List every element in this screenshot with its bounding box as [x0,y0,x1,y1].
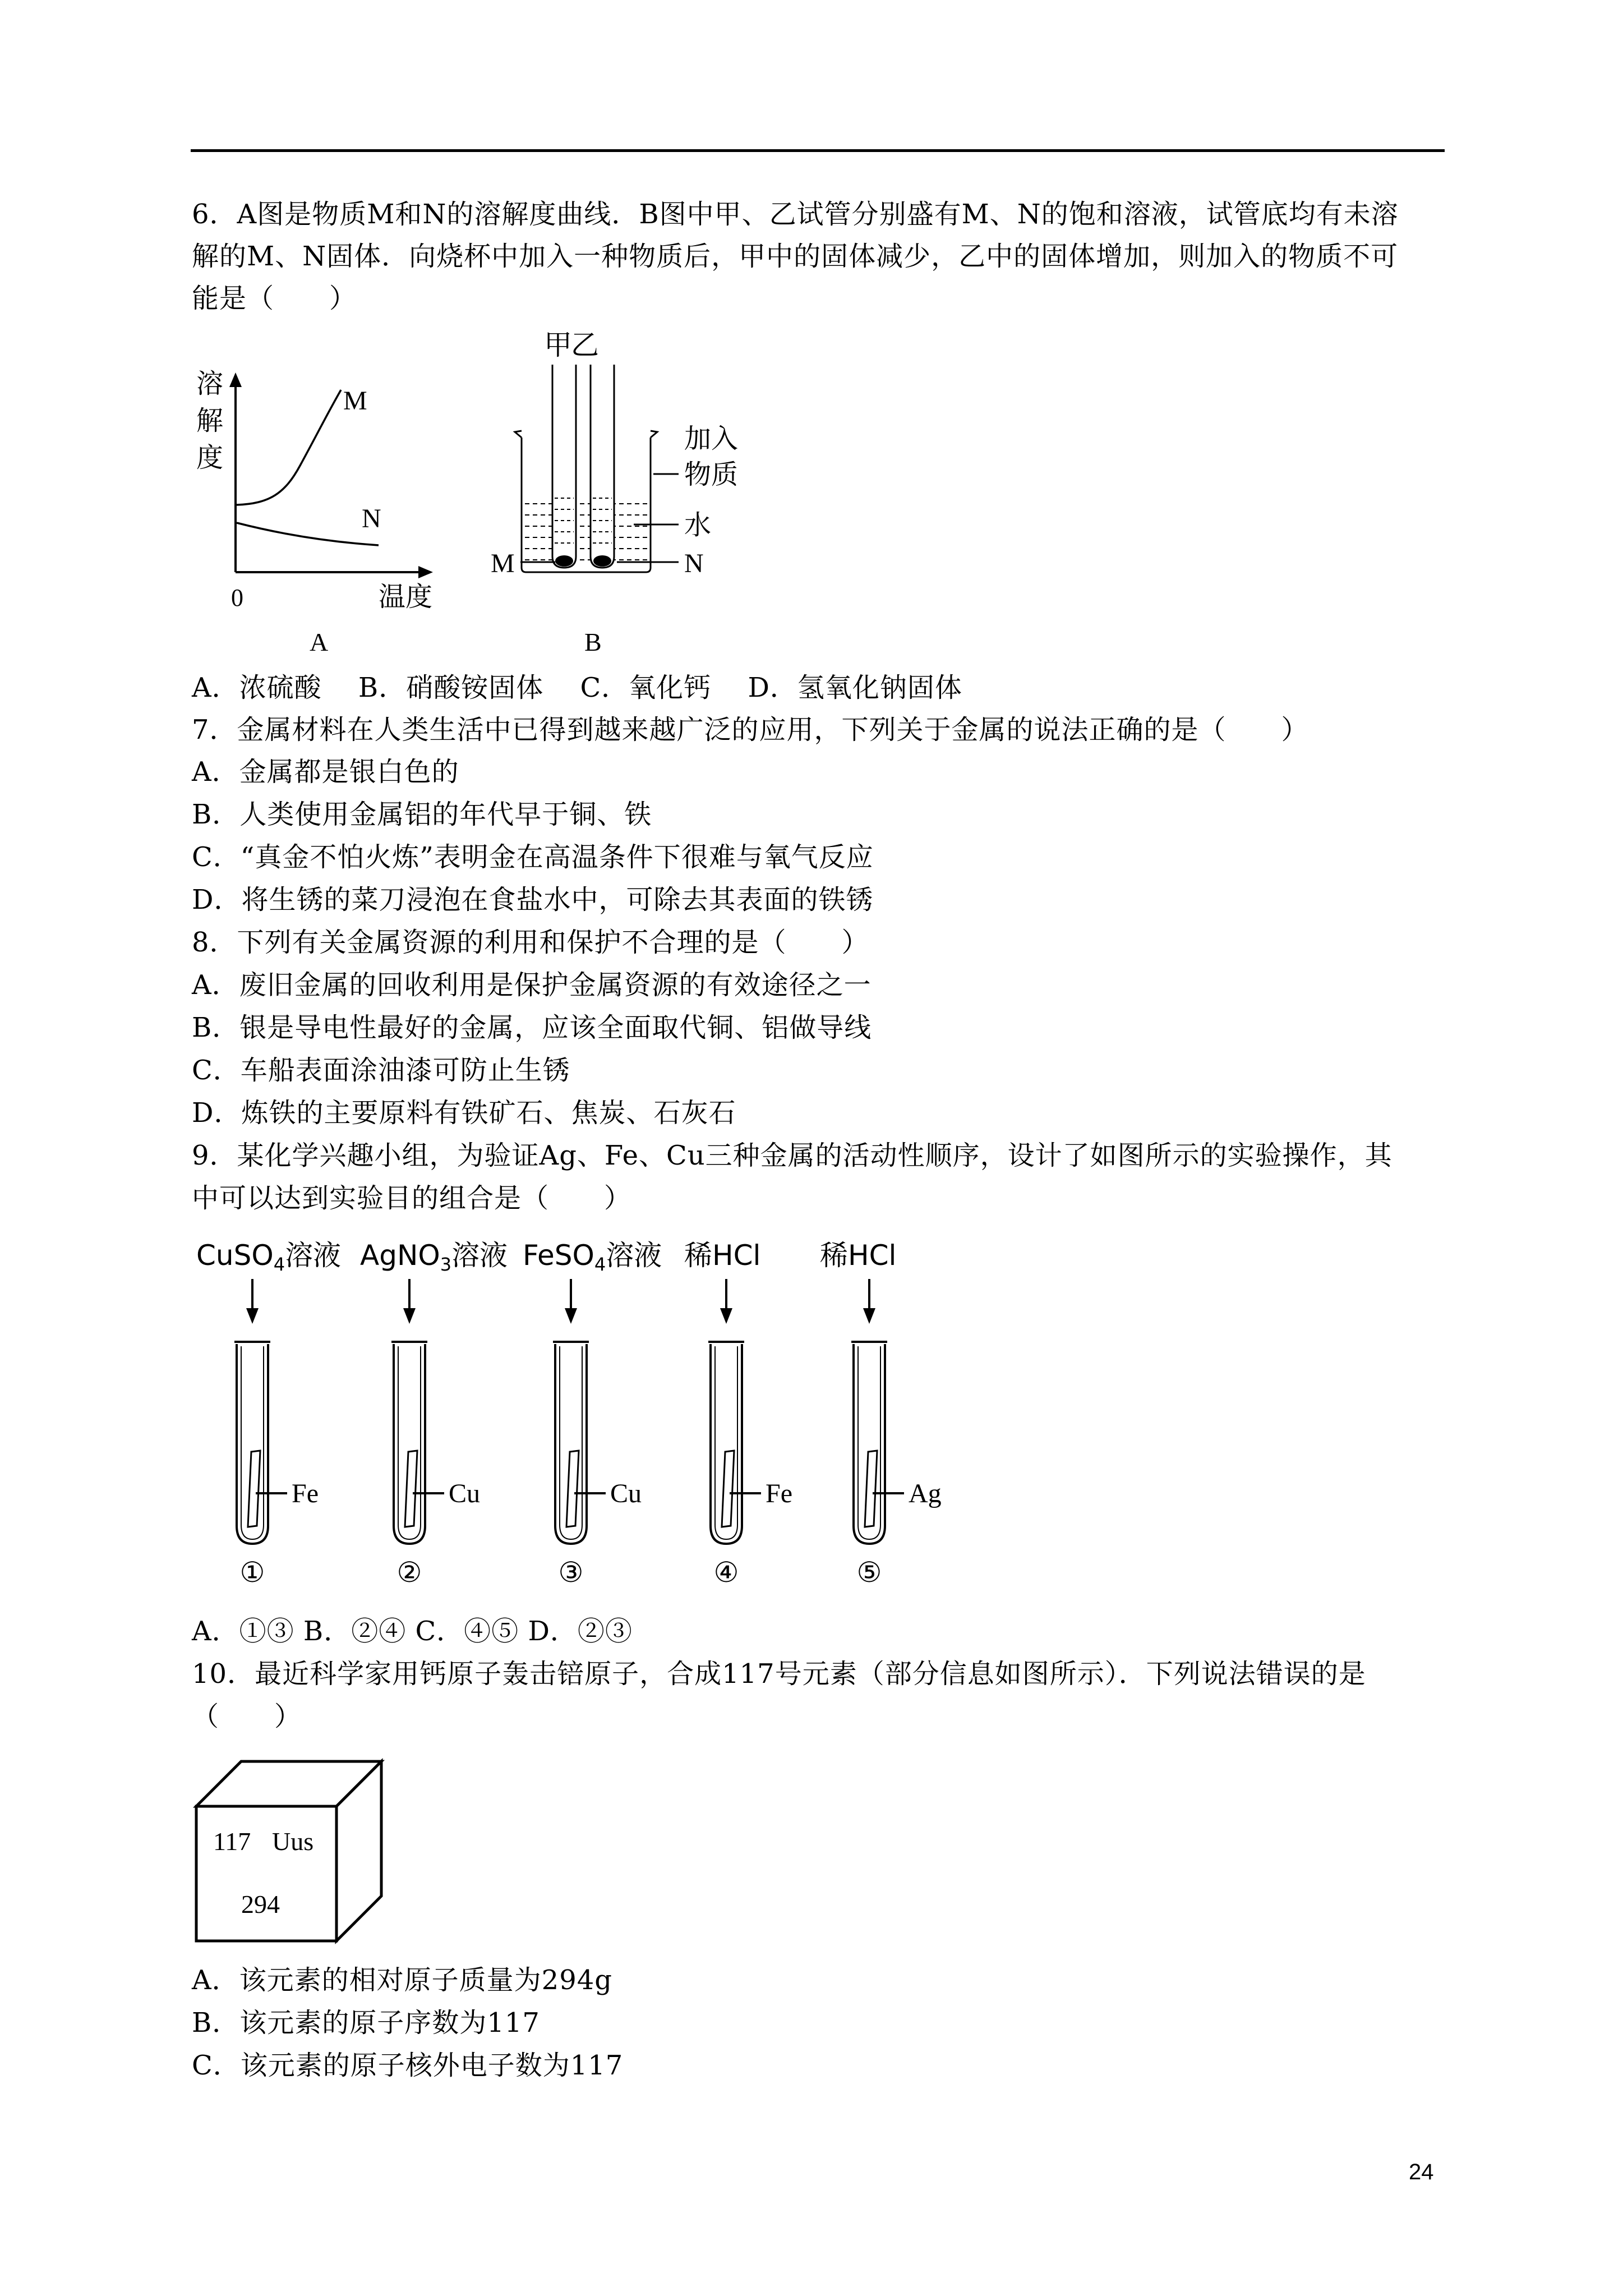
tube-5 [820,1239,896,1272]
tube-4 [684,1239,760,1272]
test-tube-jia [552,365,576,568]
beaker-setup [491,329,738,656]
curve-n [237,523,379,545]
metal-strip [248,1451,260,1527]
figure-b-caption: B [584,628,602,656]
tube-4-reagent [684,1239,760,1272]
q8-option-c: C．车船表面涂油漆可防止生锈 [192,1055,570,1086]
test-tube-2-drawing [391,1279,480,1589]
q6-options: A．浓硫酸 B．硝酸铵固体 C．氧化钙 D．氢氧化钠固体 [192,672,962,703]
reagent-arrow-head [565,1308,577,1324]
q8-stem: 8．下列有关金属资源的利用和保护不合理的是（ ） [192,927,869,958]
tube-jia-label: 甲 [544,329,572,361]
solid-m-label: M [491,549,515,578]
q7-option-b: B．人类使用金属铝的年代早于铜、铁 [192,799,652,830]
q6-stem-line-1: 6．A图是物质M和N的溶解度曲线．B图中甲、乙试管分别盛有M、N的饱和溶液，试管底均有未溶 [192,199,1399,230]
q6-stem-line-2: 解的M、N固体．向烧杯中加入一种物质后，甲中的固体减少，乙中的固体增加，则加入的物质不可 [192,241,1399,272]
q8-option-d: D．炼铁的主要原料有铁矿石、焦炭、石灰石 [192,1097,736,1129]
test-tube-1-drawing [234,1279,319,1589]
added-substance-label-2: 物质 [684,459,739,490]
water-label: 水 [684,509,712,541]
beaker-lip-right [651,431,657,438]
test-tube-5-drawing [851,1279,942,1589]
atomic-number: 117 [213,1827,251,1856]
test-tube-yi [591,365,614,568]
atomic-mass: 294 [241,1890,280,1918]
metal-label: Fe [292,1479,319,1508]
test-tube-4-drawing [708,1279,792,1589]
q10-option-b: B．该元素的原子序数为117 [192,2007,540,2039]
added-substance-label-1: 加入 [684,423,739,454]
y-label-char-3: 度 [196,442,224,473]
tube-number: ② [396,1556,422,1589]
q9-stem-line-2: 中可以达到实验目的组合是（ ） [192,1182,632,1214]
q8-option-b: B．银是导电性最好的金属，应该全面取代铜、铝做导线 [192,1012,872,1043]
solid-n [593,555,611,567]
reagent-arrow-head [720,1308,732,1324]
metal-strip [722,1451,734,1527]
solubility-chart [196,368,433,656]
tube-5-reagent [820,1239,896,1272]
reagent-arrow-head [863,1308,875,1324]
tube-1-reagent-main: CuSO [196,1239,274,1272]
tube-5-reagent-main: 稀HCl [820,1239,897,1272]
q7-option-c: C．“真金不怕火炼”表明金在高温条件下很难与氧气反应 [192,841,874,873]
q7-option-a: A．金属都是银白色的 [192,756,459,788]
q9-figure [191,1234,987,1593]
beaker [522,438,651,572]
metal-strip [566,1451,579,1527]
header-rule [191,149,1445,152]
water-hatching [525,504,647,560]
tube-3-reagent [523,1239,662,1275]
figure-a-caption: A [310,628,329,656]
solid-n-label: N [684,549,704,578]
q10-stem-line-1: 10．最近科学家用钙原子轰击锫原子，合成117号元素（部分信息如图所示）．下列说法错误的是 [192,1658,1366,1690]
page-number: 24 [1409,2160,1434,2184]
tube-2-reagent-sub: 3 [440,1254,452,1275]
element-cube [191,1750,393,1952]
q10-option-a: A．该元素的相对原子质量为294g [192,1964,613,1996]
tube-1-reagent [196,1239,341,1275]
tube-1 [196,1239,341,1275]
tube-1-reagent-sub: 4 [273,1254,285,1275]
metal-strip [405,1451,417,1527]
q7-option-d: D．将生锈的菜刀浸泡在食盐水中，可除去其表面的铁锈 [192,884,874,915]
tube-number: ④ [713,1556,739,1589]
q9-stem-line-1: 9．某化学兴趣小组，为验证Ag、Fe、Cu三种金属的活动性顺序，设计了如图所示的实验操作，其 [192,1140,1393,1171]
q7-stem: 7．金属材料在人类生活中已得到越来越广泛的应用，下列关于金属的说法正确的是（ ） [192,714,1309,746]
tube-1-reagent-tail: 溶液 [285,1239,342,1272]
tube-number: ③ [558,1556,584,1589]
y-axis-arrow [229,372,242,387]
curve-m-label: M [343,386,367,416]
origin-label: 0 [231,584,243,611]
x-axis-arrow [418,566,433,578]
q9-options: A．①③ B．②④ C．④⑤ D．②③ [192,1616,633,1647]
tube-2-reagent [360,1239,508,1275]
tube-3-reagent-tail: 溶液 [606,1239,662,1272]
curve-m [237,390,341,505]
metal-label: Fe [766,1479,792,1508]
tube-2 [360,1239,508,1275]
metal-label: Cu [610,1479,642,1508]
x-axis-label: 温度 [379,581,433,613]
tube-3-reagent-main: FeSO [523,1239,594,1272]
tube-3-reagent-sub: 4 [594,1254,606,1275]
reagent-arrow-head [246,1308,259,1324]
tube-3 [523,1239,662,1275]
metal-strip [865,1451,877,1527]
tube-number: ⑤ [856,1556,882,1589]
tube-2-reagent-main: AgNO [360,1239,440,1272]
cube-front-face [196,1806,336,1941]
tube-4-reagent-main: 稀HCl [684,1239,761,1272]
tube-2-reagent-tail: 溶液 [451,1239,508,1272]
q8-option-a: A．废旧金属的回收利用是保护金属资源的有效途径之一 [192,969,872,1001]
tube-yi-label: 乙 [571,329,599,361]
solid-m [555,555,573,567]
y-label-char-2: 解 [196,405,224,436]
y-label-char-1: 溶 [196,368,224,399]
element-symbol: Uus [272,1827,314,1856]
metal-label: Cu [449,1479,481,1508]
q6-figure [185,325,774,673]
tube-number: ① [239,1556,265,1589]
q10-option-c: C．该元素的原子核外电子数为117 [192,2050,624,2081]
test-tube-3-drawing [553,1279,642,1589]
reagent-arrow-head [403,1308,416,1324]
beaker-lip [515,431,522,438]
q6-stem-line-3: 能是（ ） [192,283,357,314]
q10-stem-line-2: （ ） [192,1701,302,1732]
metal-label: Ag [909,1479,942,1508]
curve-n-label: N [362,504,381,533]
